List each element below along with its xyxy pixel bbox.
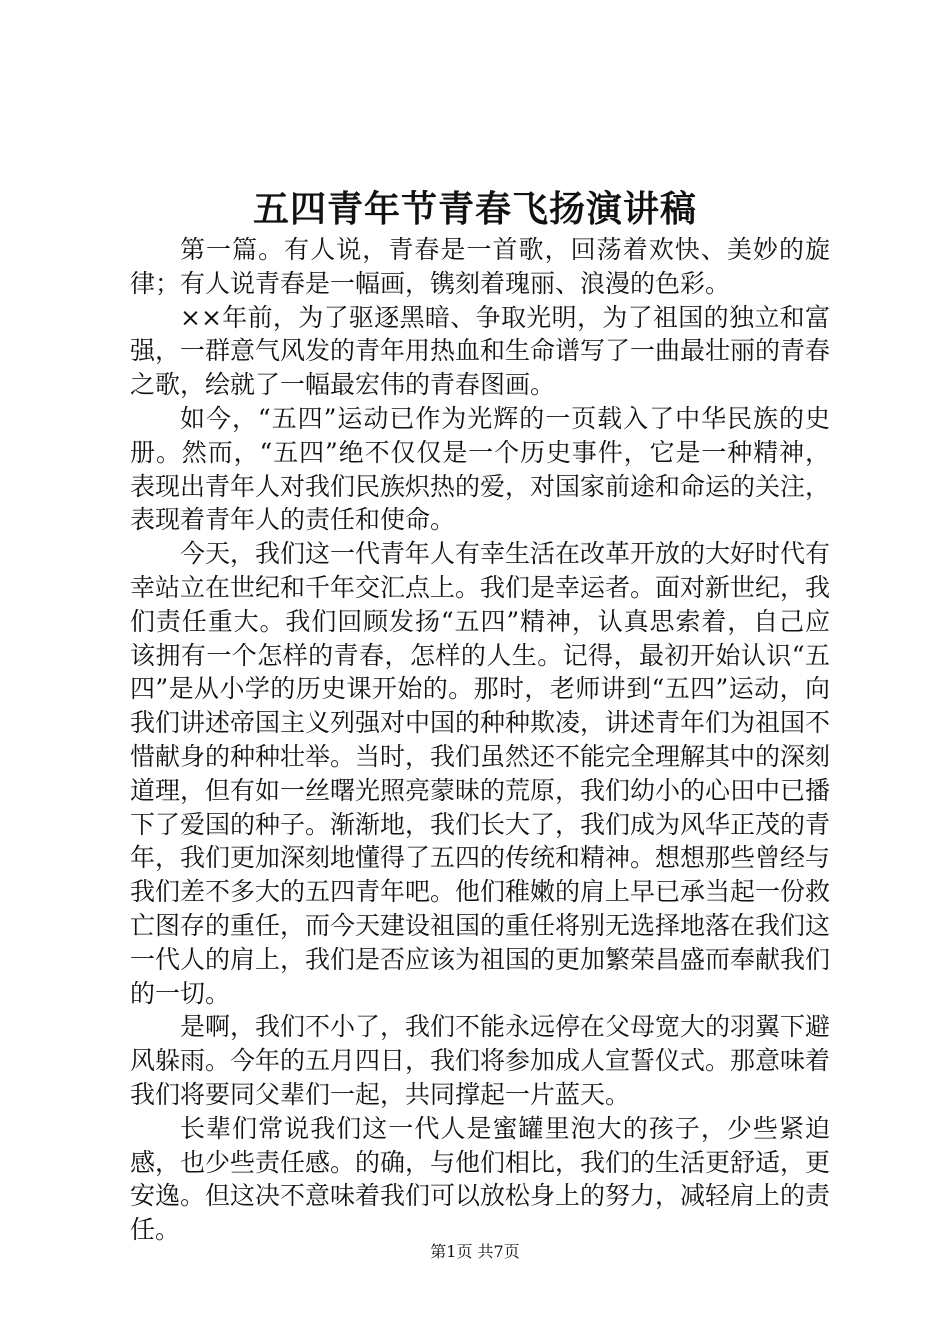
paragraph-2: ××年前，为了驱逐黑暗、争取光明，为了祖国的独立和富强，一群意气风发的青年用热血和生命谱写了一曲最壮丽的青春之歌，绘就了一幅最宏伟的青春图画。 [130, 302, 831, 400]
paragraph-1: 第一篇。有人说，青春是一首歌，回荡着欢快、美妙的旋律；有人说青春是一幅画，镌刻着瑰丽、浪漫的色彩。 [130, 235, 830, 298]
document-title: 五四青年节青春飞扬演讲稿 [252, 188, 697, 230]
paragraph-5: 是啊，我们不小了，我们不能永远停在父母宽大的羽翼下避风躲雨。今年的五月四日，我们将参加成人宣誓仪式。那意味着我们将要同父辈们一起，共同撑起一片蓝天。 [130, 1012, 831, 1109]
page-number-footer: 第1页 共7页 [430, 1242, 520, 1261]
paragraph-6: 长辈们常说我们这一代人是蜜罐里泡大的孩子，少些紧迫感，也少些责任感。的确，与他们相比，我们的生活更舒适，更安逸。但这决不意味着我们可以放松身上的努力，减轻肩上的责任。 [130, 1113, 831, 1245]
paragraph-4: 今天，我们这一代青年人有幸生活在改革开放的大好时代有幸站立在世纪和千年交汇点上。我们是幸运者。面对新世纪，我们责任重大。我们回顾发扬“五四”精神，认真思索着，自己应该拥有一个怎样的青春，怎样的人生。记得，最初开始认识“五四”是从小学的历史课开始的。那时，老师讲到“五四”运动，向我们讲述帝国主义列强对中国的种种欺凌，讲述青年们为祖国不惜献身的种种壮举。当时，我们虽然还不能完全理解其中的深刻道理，但有如一丝曙光照亮蒙昧的荒原，我们幼小的心田中已播下了爱国的种子。渐渐地，我们长大了，我们成为风华正茂的青年，我们更加深刻地懂得了五四的传统和精神。想想那些曾经与我们差不多大的五四青年吧。他们稚嫩的肩上早已承当起一份救亡图存的重任，而今天建设祖国的重任将别无选择地落在我们这一代人的肩上，我们是否应该为祖国的更加繁荣昌盛而奉献我们的一切。 [130, 539, 831, 1008]
paragraph-3: 如今，“五四”运动已作为光辉的一页载入了中华民族的史册。然而，“五四”绝不仅仅是一个历史事件，它是一种精神，表现出青年人对我们民族炽热的爱，对国家前途和命运的关注，表现着青年人的责任和使命。 [130, 403, 831, 535]
document-body [130, 233, 830, 1247]
